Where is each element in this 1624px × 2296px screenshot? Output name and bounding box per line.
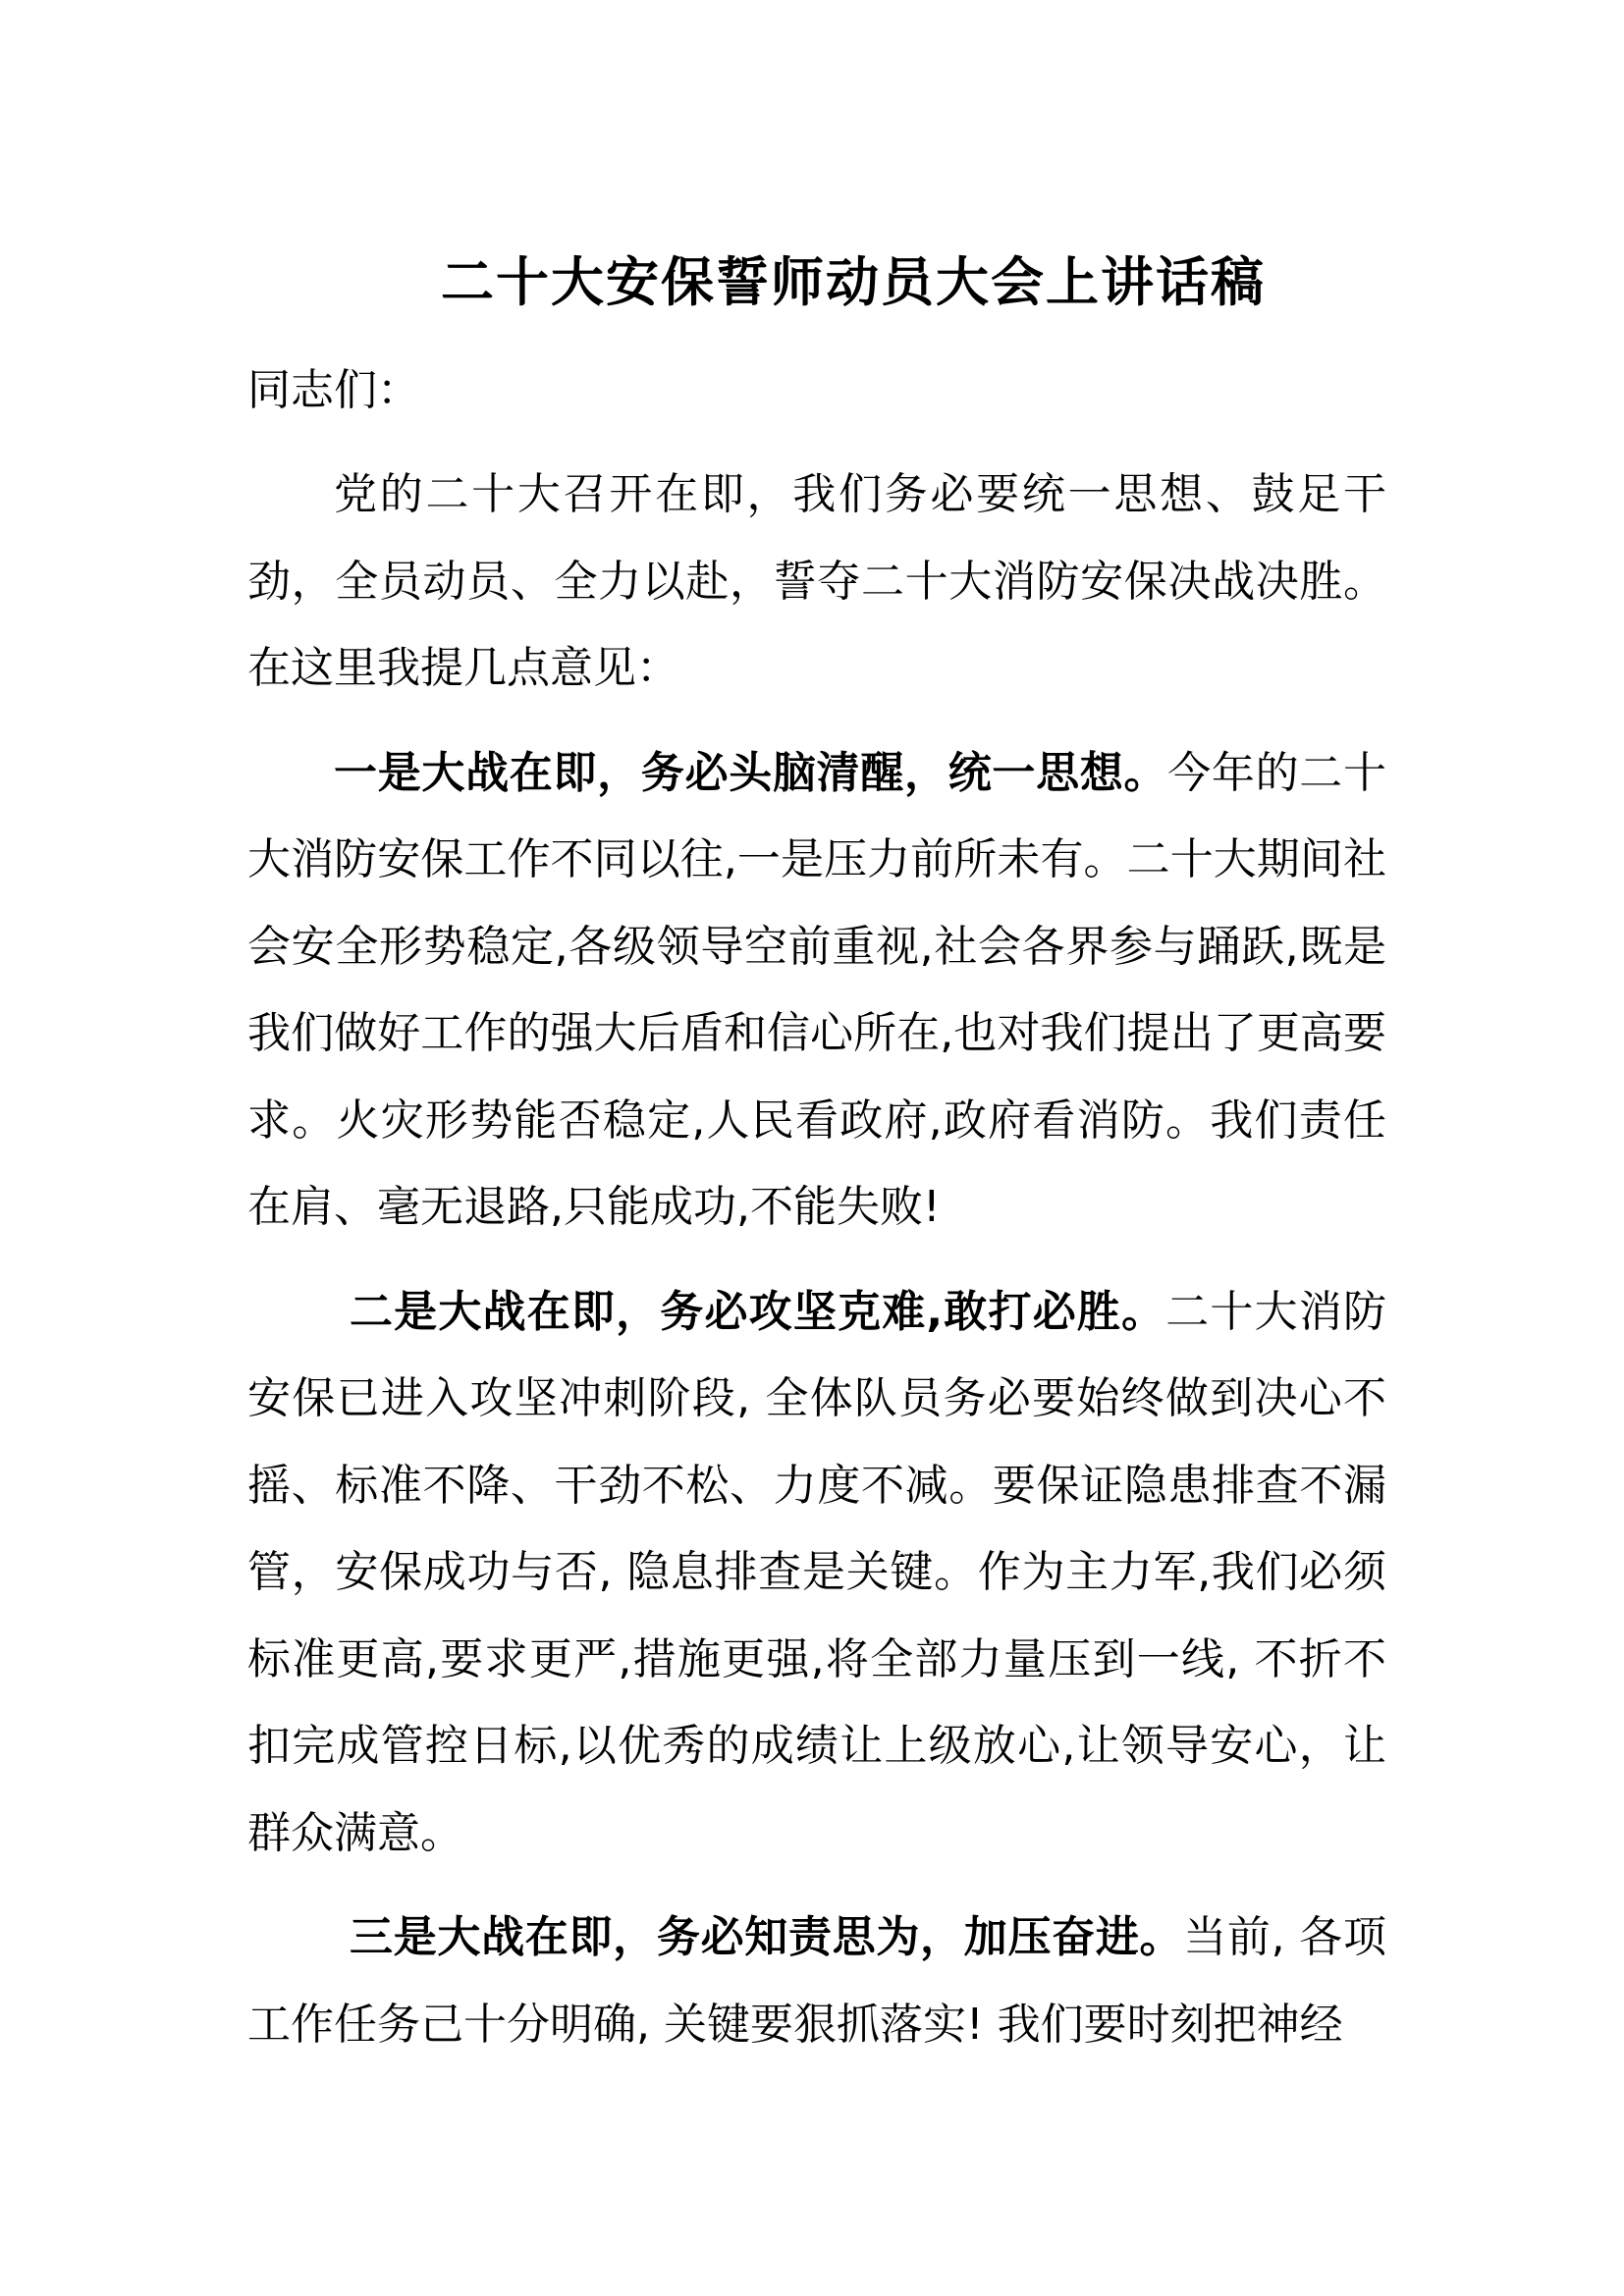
document-title: 二十大安保誓师动员大会上讲话稿 — [441, 251, 1266, 313]
paragraph-point-one — [247, 730, 1386, 1252]
paragraph-intro-text: 党的二十大召开在即，我们务必要统一思想、鼓足干劲，全员动员、全力以赴，誓夺二十大消防安保决战决胜。在这里我提几点意见： — [247, 469, 1386, 693]
paragraph-point-three — [247, 1895, 1386, 2068]
point-two-text: 二十大消防安保已进入攻坚冲刺阶段, 全体队员务必要始终做到决心不摇、标准不降、干劲不松、力度不减。要保证隐患排查不漏管，安保成功与否, 隐息排查是关键。作为主力军,我们必须标准更高,要求更严,措施更强,将全部力量压到一线, 不折不扣完成管控日标,以优秀的成绩让上级放心,让领导安心，让群众满意。 — [247, 1286, 1386, 1858]
point-three-text: 当前, 各项工作任务己十分明确, 关键要狠抓落实! 我们要时刻把神经 — [247, 1912, 1386, 2050]
point-two-heading: 二是大战在即，务必攻坚克难,敢打必胜。 — [350, 1286, 1166, 1337]
point-three-heading: 三是大战在即，务必知责思为，加压奋进。 — [350, 1912, 1184, 1962]
point-one-text: 今年的二十大消防安保工作不同以往,一是压力前所未有。二十大期间社会安全形势稳定,各级领导空前重视,社会各界参与踊跃,既是我们做好工作的强大后盾和信心所在,也对我们提出了更高要求。火灾形势能否稳定,人民看政府,政府看消防。我们责任在肩、毫无退路,只能成功,不能失败! — [247, 747, 1387, 1232]
document-body — [247, 232, 1386, 2086]
paragraph-intro — [247, 452, 1386, 713]
point-one-heading: 一是大战在即，务必头脑清醒，统一思想。 — [334, 747, 1168, 798]
salutation: 同志们： — [247, 365, 420, 415]
paragraph-point-two — [247, 1269, 1386, 1878]
